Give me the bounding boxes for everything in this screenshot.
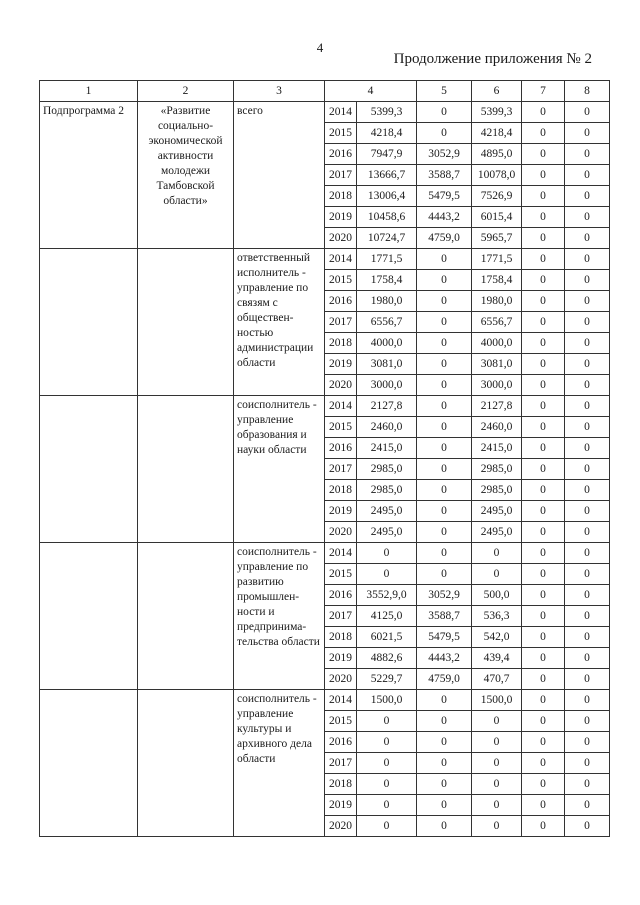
value-cell: 4895,0 [472,144,522,165]
executor-cell: ответственный исполнитель - управление по связям с обществен-ностью администрации области [234,249,325,396]
value-cell: 0 [357,753,417,774]
value-cell: 1758,4 [472,270,522,291]
value-cell: 0 [522,123,565,144]
value-cell: 13006,4 [357,186,417,207]
value-cell: 0 [522,207,565,228]
header-cell: 8 [565,81,610,102]
value-cell: 2460,0 [472,417,522,438]
subprogram-name: «Развитие социально-экономической активности молодежи Тамбовской области» [138,102,234,249]
header-cell: 4 [325,81,417,102]
year-cell: 2018 [325,774,357,795]
header-cell: 3 [234,81,325,102]
value-cell: 0 [565,711,610,732]
value-cell: 0 [472,795,522,816]
value-cell: 0 [417,501,472,522]
value-cell: 0 [357,816,417,837]
value-cell: 0 [472,543,522,564]
value-cell: 1500,0 [357,690,417,711]
value-cell: 0 [357,795,417,816]
value-cell: 0 [417,711,472,732]
value-cell: 0 [522,165,565,186]
value-cell: 0 [417,816,472,837]
value-cell: 0 [565,228,610,249]
value-cell: 0 [565,123,610,144]
value-cell: 0 [522,543,565,564]
value-cell: 10078,0 [472,165,522,186]
value-cell: 3552,9,0 [357,585,417,606]
year-cell: 2020 [325,669,357,690]
value-cell: 5399,3 [472,102,522,123]
value-cell: 2127,8 [472,396,522,417]
empty-cell [138,396,234,543]
value-cell: 0 [565,732,610,753]
value-cell: 0 [357,774,417,795]
value-cell: 0 [522,732,565,753]
value-cell: 0 [565,774,610,795]
value-cell: 0 [565,207,610,228]
value-cell: 0 [417,774,472,795]
value-cell: 3588,7 [417,165,472,186]
header-cell: 5 [417,81,472,102]
year-cell: 2015 [325,564,357,585]
executor-cell: соисполнитель - управление образования и науки области [234,396,325,543]
subprogram-label: Подпрограмма 2 [40,102,138,249]
value-cell: 3000,0 [357,375,417,396]
value-cell: 0 [417,690,472,711]
value-cell: 0 [565,375,610,396]
value-cell: 2415,0 [472,438,522,459]
year-cell: 2015 [325,270,357,291]
value-cell: 0 [357,732,417,753]
value-cell: 0 [417,249,472,270]
value-cell: 6556,7 [472,312,522,333]
value-cell: 0 [417,543,472,564]
empty-cell [40,249,138,396]
value-cell: 0 [417,375,472,396]
year-cell: 2015 [325,711,357,732]
table-row [40,543,610,564]
value-cell: 4759,0 [417,669,472,690]
executor-cell: соисполнитель - управление по развитию промышлен-ности и предпринима-тельства области [234,543,325,690]
value-cell: 3081,0 [357,354,417,375]
value-cell: 0 [522,753,565,774]
value-cell: 6021,5 [357,627,417,648]
value-cell: 0 [472,732,522,753]
value-cell: 2460,0 [357,417,417,438]
executor-cell: всего [234,102,325,249]
year-cell: 2017 [325,606,357,627]
value-cell: 1980,0 [357,291,417,312]
year-cell: 2016 [325,732,357,753]
value-cell: 0 [522,270,565,291]
year-cell: 2014 [325,690,357,711]
value-cell: 0 [472,753,522,774]
table-row [40,396,610,417]
value-cell: 0 [522,249,565,270]
year-cell: 2020 [325,522,357,543]
year-cell: 2015 [325,417,357,438]
header-cell: 6 [472,81,522,102]
value-cell: 0 [417,123,472,144]
value-cell: 0 [565,795,610,816]
value-cell: 439,4 [472,648,522,669]
value-cell: 6015,4 [472,207,522,228]
value-cell: 2495,0 [472,501,522,522]
value-cell: 0 [565,417,610,438]
empty-cell [138,249,234,396]
value-cell: 7526,9 [472,186,522,207]
value-cell: 5479,5 [417,627,472,648]
value-cell: 0 [522,564,565,585]
header-cell: 2 [138,81,234,102]
year-cell: 2018 [325,480,357,501]
value-cell: 0 [417,354,472,375]
value-cell: 0 [417,480,472,501]
header-cell: 7 [522,81,565,102]
value-cell: 0 [565,354,610,375]
value-cell: 2495,0 [472,522,522,543]
value-cell: 536,3 [472,606,522,627]
value-cell: 2495,0 [357,522,417,543]
executor-cell: соисполнитель - управление культуры и архивного дела области [234,690,325,837]
year-cell: 2014 [325,249,357,270]
value-cell: 0 [522,522,565,543]
value-cell: 0 [522,669,565,690]
value-cell: 0 [565,165,610,186]
value-cell: 0 [522,627,565,648]
value-cell: 0 [522,144,565,165]
table-row [40,102,610,123]
value-cell: 0 [522,711,565,732]
value-cell: 0 [565,606,610,627]
value-cell: 0 [522,459,565,480]
value-cell: 0 [565,564,610,585]
empty-cell [138,543,234,690]
year-cell: 2014 [325,102,357,123]
value-cell: 2985,0 [472,480,522,501]
value-cell: 0 [417,102,472,123]
value-cell: 5479,5 [417,186,472,207]
value-cell: 0 [565,312,610,333]
value-cell: 0 [565,648,610,669]
year-cell: 2019 [325,648,357,669]
empty-cell [40,690,138,837]
value-cell: 0 [565,816,610,837]
year-cell: 2017 [325,459,357,480]
value-cell: 0 [565,543,610,564]
year-cell: 2018 [325,627,357,648]
year-cell: 2017 [325,753,357,774]
value-cell: 0 [357,711,417,732]
value-cell: 0 [522,354,565,375]
value-cell: 10458,6 [357,207,417,228]
value-cell: 1771,5 [472,249,522,270]
value-cell: 2985,0 [357,459,417,480]
value-cell: 2985,0 [472,459,522,480]
value-cell: 1500,0 [472,690,522,711]
year-cell: 2019 [325,795,357,816]
value-cell: 2985,0 [357,480,417,501]
value-cell: 0 [565,585,610,606]
empty-cell [138,690,234,837]
year-cell: 2019 [325,354,357,375]
value-cell: 3588,7 [417,606,472,627]
value-cell: 2127,8 [357,396,417,417]
value-cell: 0 [522,396,565,417]
year-cell: 2019 [325,207,357,228]
value-cell: 0 [417,522,472,543]
value-cell: 0 [522,816,565,837]
header-row [40,81,610,102]
value-cell: 0 [417,459,472,480]
value-cell: 0 [565,249,610,270]
value-cell: 4000,0 [357,333,417,354]
year-cell: 2017 [325,312,357,333]
year-cell: 2019 [325,501,357,522]
value-cell: 0 [522,438,565,459]
year-cell: 2016 [325,291,357,312]
value-cell: 13666,7 [357,165,417,186]
empty-cell [40,543,138,690]
value-cell: 0 [565,690,610,711]
value-cell: 4443,2 [417,648,472,669]
value-cell: 0 [565,627,610,648]
year-cell: 2020 [325,228,357,249]
page-number: 4 [316,40,324,55]
continuation-title: Продолжение приложения № 2 [393,51,592,67]
value-cell: 0 [522,795,565,816]
value-cell: 0 [417,564,472,585]
year-cell: 2016 [325,585,357,606]
value-cell: 3000,0 [472,375,522,396]
value-cell: 4443,2 [417,207,472,228]
budget-table [39,80,610,837]
value-cell: 0 [472,711,522,732]
value-cell: 0 [417,291,472,312]
value-cell: 2495,0 [357,501,417,522]
value-cell: 0 [417,333,472,354]
value-cell: 0 [472,816,522,837]
value-cell: 0 [522,375,565,396]
header-cell: 1 [40,81,138,102]
value-cell: 0 [522,228,565,249]
value-cell: 3081,0 [472,354,522,375]
value-cell: 0 [357,564,417,585]
value-cell: 3052,9 [417,144,472,165]
value-cell: 0 [522,291,565,312]
year-cell: 2015 [325,123,357,144]
value-cell: 0 [565,522,610,543]
value-cell: 10724,7 [357,228,417,249]
value-cell: 4125,0 [357,606,417,627]
value-cell: 0 [522,312,565,333]
table-row [40,249,610,270]
value-cell: 542,0 [472,627,522,648]
year-cell: 2020 [325,816,357,837]
value-cell: 0 [565,291,610,312]
value-cell: 5965,7 [472,228,522,249]
value-cell: 6556,7 [357,312,417,333]
value-cell: 2415,0 [357,438,417,459]
value-cell: 0 [522,501,565,522]
value-cell: 4218,4 [357,123,417,144]
value-cell: 5399,3 [357,102,417,123]
value-cell: 0 [565,102,610,123]
value-cell: 4000,0 [472,333,522,354]
year-cell: 2014 [325,543,357,564]
value-cell: 0 [565,753,610,774]
value-cell: 0 [565,438,610,459]
value-cell: 0 [522,480,565,501]
value-cell: 0 [565,270,610,291]
value-cell: 0 [417,396,472,417]
value-cell: 0 [417,438,472,459]
year-cell: 2020 [325,375,357,396]
year-cell: 2017 [325,165,357,186]
value-cell: 0 [565,396,610,417]
value-cell: 0 [565,459,610,480]
value-cell: 0 [522,585,565,606]
value-cell: 0 [565,501,610,522]
value-cell: 0 [472,774,522,795]
value-cell: 0 [417,795,472,816]
value-cell: 0 [522,186,565,207]
year-cell: 2018 [325,186,357,207]
value-cell: 4218,4 [472,123,522,144]
value-cell: 0 [565,669,610,690]
value-cell: 0 [357,543,417,564]
value-cell: 0 [565,480,610,501]
value-cell: 0 [565,186,610,207]
value-cell: 0 [522,606,565,627]
value-cell: 0 [417,270,472,291]
value-cell: 500,0 [472,585,522,606]
value-cell: 0 [417,753,472,774]
value-cell: 4882,6 [357,648,417,669]
year-cell: 2014 [325,396,357,417]
value-cell: 0 [522,774,565,795]
value-cell: 0 [565,333,610,354]
value-cell: 0 [522,690,565,711]
table-row [40,690,610,711]
value-cell: 3052,9 [417,585,472,606]
value-cell: 0 [522,648,565,669]
value-cell: 0 [522,417,565,438]
value-cell: 1758,4 [357,270,417,291]
value-cell: 1980,0 [472,291,522,312]
value-cell: 5229,7 [357,669,417,690]
value-cell: 0 [417,312,472,333]
value-cell: 0 [472,564,522,585]
value-cell: 470,7 [472,669,522,690]
value-cell: 0 [417,417,472,438]
value-cell: 7947,9 [357,144,417,165]
value-cell: 0 [522,333,565,354]
value-cell: 0 [565,144,610,165]
value-cell: 0 [417,732,472,753]
value-cell: 4759,0 [417,228,472,249]
value-cell: 1771,5 [357,249,417,270]
empty-cell [40,396,138,543]
year-cell: 2018 [325,333,357,354]
year-cell: 2016 [325,438,357,459]
value-cell: 0 [522,102,565,123]
year-cell: 2016 [325,144,357,165]
